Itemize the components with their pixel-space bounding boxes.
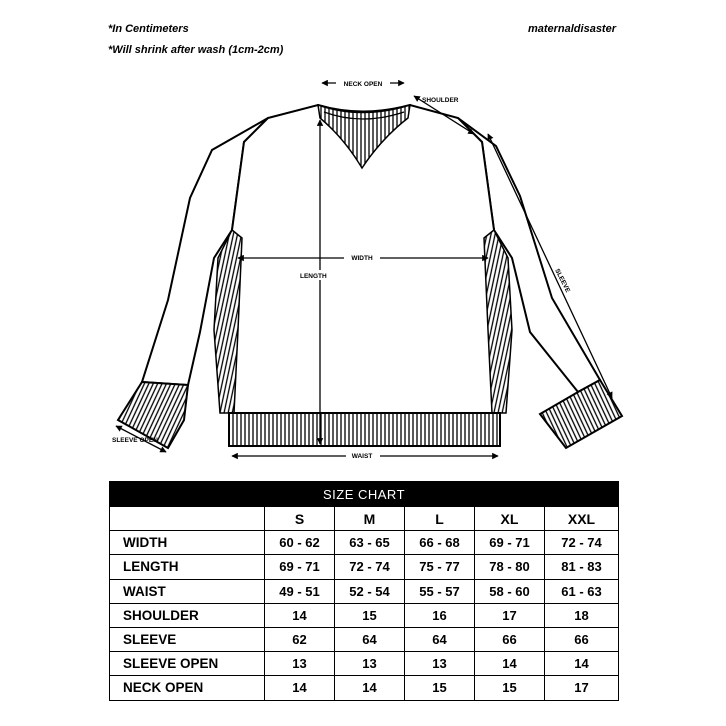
measurement-cell: 16 xyxy=(405,603,475,627)
row-label: WIDTH xyxy=(110,531,265,555)
row-label: SHOULDER xyxy=(110,603,265,627)
measurement-cell: 17 xyxy=(475,603,545,627)
measurement-cell: 69 - 71 xyxy=(475,531,545,555)
shrink-note: *Will shrink after wash (1cm-2cm) xyxy=(108,44,284,56)
measurement-cell: 14 xyxy=(265,603,335,627)
measurement-cell: 66 xyxy=(545,627,619,651)
table-row xyxy=(110,603,619,627)
row-label: SLEEVE xyxy=(110,627,265,651)
measurement-cell: 13 xyxy=(405,652,475,676)
measurement-cell: 49 - 51 xyxy=(265,579,335,603)
table-row xyxy=(110,555,619,579)
sleeve-label: SLEEVE xyxy=(553,267,572,294)
measurement-cell: 61 - 63 xyxy=(545,579,619,603)
waist-label: WAIST xyxy=(351,453,373,460)
measurement-cell: 60 - 62 xyxy=(265,531,335,555)
size-column-header: L xyxy=(405,507,475,531)
measurement-cell: 52 - 54 xyxy=(335,579,405,603)
measurement-cell: 15 xyxy=(475,676,545,700)
measurement-cell: 66 xyxy=(475,627,545,651)
size-column-header: XXL xyxy=(545,507,619,531)
measurement-cell: 64 xyxy=(335,627,405,651)
table-row xyxy=(110,627,619,651)
measurement-cell: 58 - 60 xyxy=(475,579,545,603)
size-chart-table xyxy=(109,481,619,701)
size-header-row xyxy=(110,507,619,531)
table-row xyxy=(110,652,619,676)
size-column-header: S xyxy=(265,507,335,531)
measurement-cell: 14 xyxy=(545,652,619,676)
size-chart-title: SIZE CHART xyxy=(110,482,619,507)
sleeve-open-label: SLEEVE OPEN xyxy=(112,437,158,444)
measurement-cell: 72 - 74 xyxy=(335,555,405,579)
measurement-cell: 69 - 71 xyxy=(265,555,335,579)
length-label: LENGTH xyxy=(300,273,327,280)
measurement-cell: 18 xyxy=(545,603,619,627)
table-row xyxy=(110,579,619,603)
table-row xyxy=(110,676,619,700)
measurement-cell: 55 - 57 xyxy=(405,579,475,603)
size-column-header: XL xyxy=(475,507,545,531)
table-row xyxy=(110,531,619,555)
shoulder-label: SHOULDER xyxy=(422,97,459,104)
size-column-header: M xyxy=(335,507,405,531)
measurement-cell: 72 - 74 xyxy=(545,531,619,555)
row-label: WAIST xyxy=(110,579,265,603)
measurement-cell: 63 - 65 xyxy=(335,531,405,555)
measurement-cell: 15 xyxy=(335,603,405,627)
measurement-cell: 14 xyxy=(335,676,405,700)
measurement-cell: 14 xyxy=(475,652,545,676)
neck-open-label: NECK OPEN xyxy=(343,81,383,88)
right-cuff xyxy=(540,380,622,448)
measurement-cell: 66 - 68 xyxy=(405,531,475,555)
measurement-cell: 81 - 83 xyxy=(545,555,619,579)
width-label: WIDTH xyxy=(351,255,373,262)
measurement-cell: 75 - 77 xyxy=(405,555,475,579)
measurement-cell: 15 xyxy=(405,676,475,700)
measurement-cell: 13 xyxy=(265,652,335,676)
measurement-cell: 17 xyxy=(545,676,619,700)
row-label: SLEEVE OPEN xyxy=(110,652,265,676)
units-note: *In Centimeters xyxy=(108,23,189,35)
row-label: NECK OPEN xyxy=(110,676,265,700)
brand-name: maternaldisaster xyxy=(527,23,616,35)
measurement-cell: 13 xyxy=(335,652,405,676)
measurement-cell: 64 xyxy=(405,627,475,651)
row-label: LENGTH xyxy=(110,555,265,579)
measurement-cell: 62 xyxy=(265,627,335,651)
measurement-cell: 78 - 80 xyxy=(475,555,545,579)
waistband xyxy=(229,413,500,446)
header-blank xyxy=(110,507,265,531)
measurement-cell: 14 xyxy=(265,676,335,700)
